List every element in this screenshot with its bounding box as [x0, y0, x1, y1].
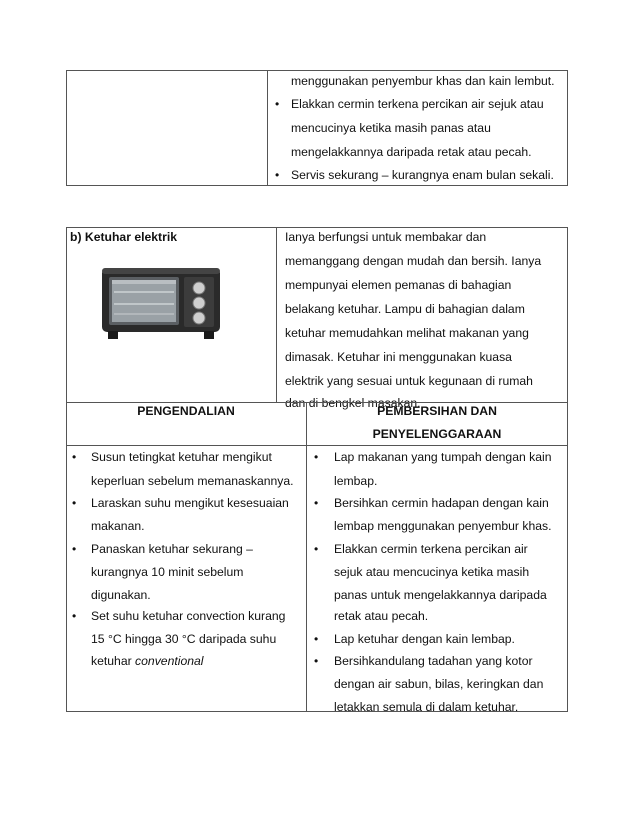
left-item-1-line-2: keperluan sebelum memanaskannya. — [91, 474, 294, 488]
appliance-desc-line-3: mempunyai elemen pemanas di bahagian — [285, 278, 512, 292]
right-item-2-line-1: Bersihkan cermin hadapan dengan kain — [334, 496, 549, 510]
left-item-4-line-3 — [91, 650, 203, 672]
toaster-oven-icon — [100, 262, 222, 342]
appliance-table-divider — [276, 227, 277, 403]
left-item-2-line-1: Laraskan suhu mengikut kesesuaian — [91, 496, 289, 510]
right-item-3-line-3: panas untuk mengelakkannya daripada — [334, 588, 547, 602]
appliance-title: b) Ketuhar elektrik — [70, 230, 178, 244]
bullet-icon: • — [72, 542, 77, 556]
top-item-1-line-3: mengelakkannya daripada retak atau pecah. — [291, 145, 532, 159]
left-item-3-line-1: Panaskan ketuhar sekurang – — [91, 542, 253, 556]
bullet-icon: • — [314, 632, 319, 646]
bullet-icon: • — [72, 496, 77, 510]
appliance-desc-line-4: belakang ketuhar. Lampu di bahagian dalam — [285, 302, 525, 316]
appliance-desc-line-5: ketuhar memudahkan melihat makanan yang — [285, 326, 529, 340]
bullet-icon: • — [314, 542, 319, 556]
left-item-1-line-1: Susun tetingkat ketuhar mengikut — [91, 450, 272, 464]
right-item-1-line-2: lembap. — [334, 474, 378, 488]
appliance-desc-line-7: elektrik yang sesuai untuk kegunaan di rumah — [285, 374, 533, 388]
left-item-4-line-2: 15 °C hingga 30 °C daripada suhu — [91, 632, 277, 646]
top-item-2-line-1: Servis sekurang – kurangnya enam bulan sekali. — [291, 168, 554, 182]
bullet-icon: • — [314, 496, 319, 510]
care-header-left: PENGENDALIAN — [137, 404, 235, 418]
bullet-icon: • — [72, 450, 77, 464]
top-item-1-line-1: Elakkan cermin terkena percikan air sejuk atau — [291, 97, 544, 111]
bullet-icon: • — [72, 609, 77, 623]
left-item-3-line-3: digunakan. — [91, 588, 151, 602]
care-table-divider — [306, 402, 307, 712]
right-item-4-line-1: Lap ketuhar dengan kain lembap. — [334, 632, 515, 646]
appliance-desc-line-2: memanggang dengan mudah dan bersih. Ianya — [285, 254, 542, 268]
left-item-4-prefix: ketuhar — [91, 654, 136, 668]
bullet-icon: • — [314, 450, 319, 464]
right-item-3-line-2: sejuk atau mencucinya ketika masih — [334, 565, 530, 579]
top-cont-line: menggunakan penyembur khas dan kain lembut. — [291, 74, 555, 88]
left-item-2-line-2: makanan. — [91, 519, 145, 533]
left-item-4-italic: conventional — [135, 654, 204, 668]
right-item-2-line-2: lembap menggunakan penyembur khas. — [334, 519, 552, 533]
top-table-divider — [267, 70, 268, 186]
right-item-1-line-1: Lap makanan yang tumpah dengan kain — [334, 450, 552, 464]
care-header-right-1: PEMBERSIHAN DAN — [377, 404, 497, 418]
right-item-5-line-2: dengan air sabun, bilas, keringkan dan — [334, 677, 544, 691]
right-item-3-line-4: retak atau pecah. — [334, 609, 429, 623]
appliance-desc-line-8: dan di bengkel masakan. — [285, 396, 421, 410]
right-item-5-line-3: letakkan semula di dalam ketuhar. — [334, 700, 519, 714]
right-item-3-line-1: Elakkan cermin terkena percikan air — [334, 542, 528, 556]
appliance-desc-line-6: dimasak. Ketuhar ini menggunakan kuasa — [285, 350, 512, 364]
left-item-3-line-2: kurangnya 10 minit sebelum — [91, 565, 244, 579]
care-header-right-2: PENYELENGGARAAN — [372, 427, 502, 441]
top-item-1-line-2: mencucinya ketika masih panas atau — [291, 121, 491, 135]
appliance-desc-line-1: Ianya berfungsi untuk membakar dan — [285, 230, 487, 244]
right-item-5-line-1: Bersihkandulang tadahan yang kotor — [334, 654, 533, 668]
bullet-icon: • — [275, 168, 280, 182]
left-item-4-line-1: Set suhu ketuhar convection kurang — [91, 609, 286, 623]
bullet-icon: • — [275, 97, 280, 111]
bullet-icon: • — [314, 654, 319, 668]
